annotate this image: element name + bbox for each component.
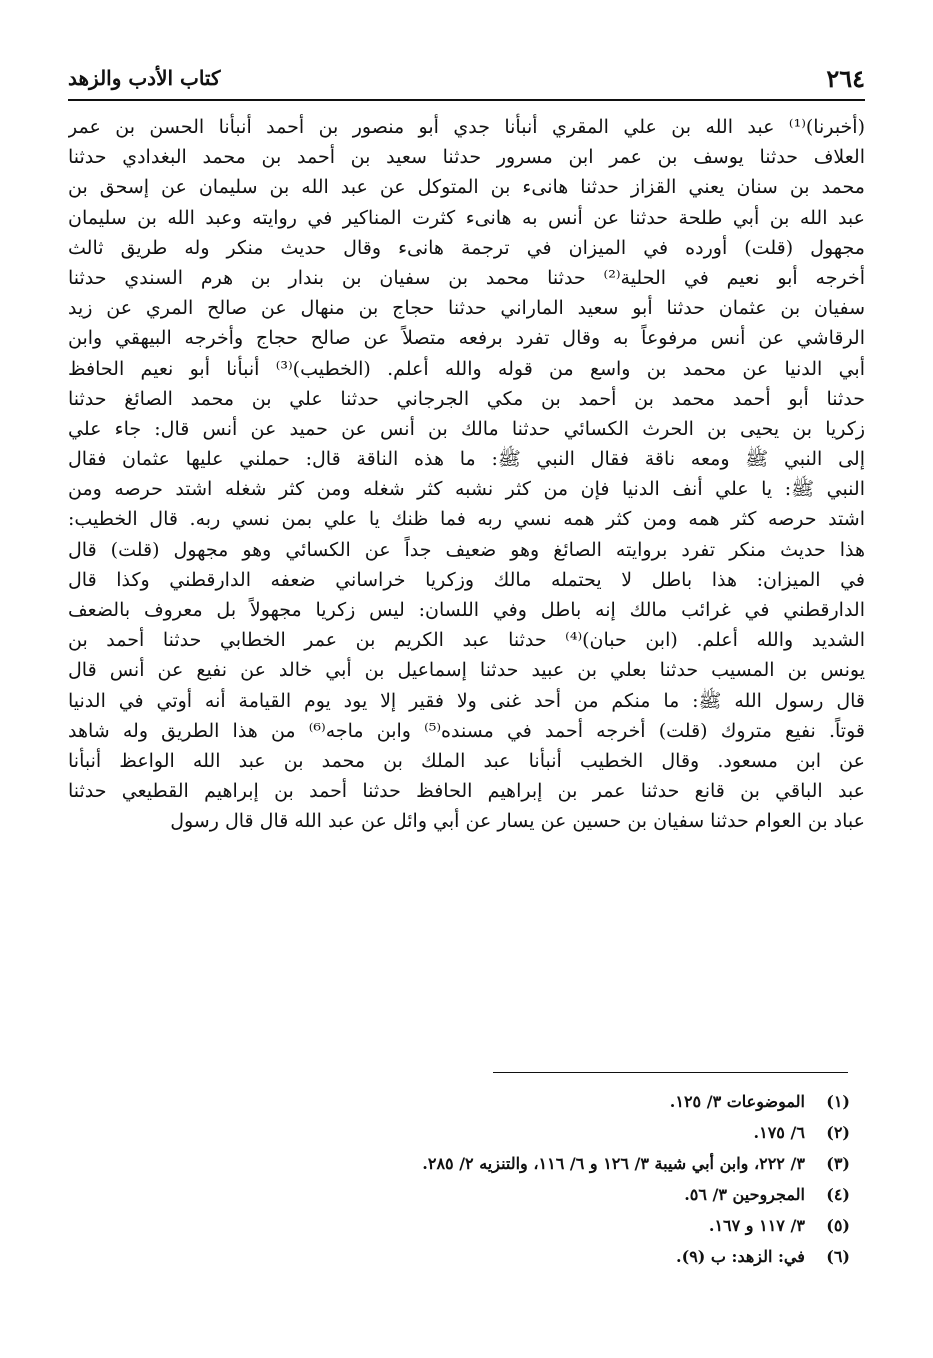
text-line: عباد بن العوام حدثنا سفيان بن حسين عن يسار عن أبي وائل عن عبد الله قال قال رسول xyxy=(170,810,865,833)
footnote-4 xyxy=(200,1179,850,1210)
text-line: سفيان بن عثمان حدثنا أبو سعيد الماراني حدثنا حجاج بن منهال عن صالح المري عن زيد xyxy=(68,297,865,320)
footnote-text: ٣/ ١١٧ و ١٦٧. xyxy=(708,1216,805,1235)
text-line: زكريا بن يحيى بن الحرث الكسائي حدثنا مالك بن أنس عن حميد عن أنس قال: جاء علي xyxy=(68,417,865,440)
page-number: ٢٦٤ xyxy=(826,63,865,93)
footnote-number: (٦) xyxy=(826,1247,850,1266)
footnote-2 xyxy=(200,1117,850,1148)
footnote-1 xyxy=(200,1086,850,1117)
footnote-6 xyxy=(200,1241,850,1272)
text-line: قال رسول الله ﷺ: ما منكم من أحد غنى ولا فقير إلا يود يوم القيامة أنه أوتي في الدنيا xyxy=(68,689,865,712)
text-line: في الميزان: هذا باطل لا يحتمله مالك وزكريا خراساني ضعفه الدارقطني وكذا قال xyxy=(68,568,865,591)
text-line: هذا حديث منكر تفرد بروايته الصائغ وهو ضعيف جداً عن الكسائي وهو مجهول (قلت) قال xyxy=(68,538,865,561)
footnote-number: (٣) xyxy=(826,1154,850,1173)
text-line: قوتاً. نفيع متروك (قلت) أخرجه أحمد في مسنده⁽⁵⁾ وابن ماجه⁽⁶⁾ من هذا الطريق وله شاهد xyxy=(68,719,865,742)
footnote-text: في: الزهد: ب (٩). xyxy=(676,1247,805,1266)
text-line: الشديد والله أعلم. (ابن حبان)⁽⁴⁾ حدثنا عبد الكريم بن عمر الخطابي حدثنا أحمد بن xyxy=(68,629,865,652)
running-title: كتاب الأدب والزهد xyxy=(68,66,221,90)
footnote-text: ٦/ ١٧٥. xyxy=(753,1123,805,1142)
text-line: محمد بن سنان يعني القزاز حدثنا هانىء بن المتوكل عن عبد الله بن سليمان عن إسحق بن xyxy=(68,176,865,199)
text-line: النبي ﷺ: يا علي أنف الدنيا فإن من كثر نشبه كثر شغله ومن كثر شغله اشتد حرصه ومن xyxy=(68,478,865,501)
footnote-separator xyxy=(493,1072,848,1073)
footnote-number: (٥) xyxy=(826,1216,850,1235)
footnote-5 xyxy=(200,1210,850,1241)
main-text xyxy=(68,112,865,837)
footnote-text: الموضوعات ٣/ ١٢٥. xyxy=(669,1092,805,1111)
text-line: أبي الدنيا عن محمد بن واسع من قوله والله أعلم. (الخطيب)⁽³⁾ أنبأنا أبو نعيم الحافظ xyxy=(68,357,865,380)
text-line: عن ابن مسعود. وقال الخطيب أنبأنا عبد الملك بن محمد بن عبد الله الواعظ أنبأنا xyxy=(68,749,865,772)
text-line: عبد الله بن أبي طلحة حدثنا عن أنس به هانىء كثرت المناكير في روايته وعبد الله بن سليمان xyxy=(68,206,865,229)
text-line: حدثنا أبو أحمد محمد بن أحمد بن مكي الجرجاني حدثنا علي بن محمد الصائغ حدثنا xyxy=(68,387,865,410)
text-line: (أخبرنا)⁽¹⁾ عبد الله بن علي المقري أنبأنا جدي أبو منصور بن أحمد أنبأنا الحسن بن عمر xyxy=(68,116,865,138)
text-line: العلاف حدثنا يوسف بن عمر ابن مسرور حدثنا سعيد بن أحمد بن محمد البغدادي حدثنا xyxy=(68,146,865,169)
text-line: الدارقطني في غرائب مالك إنه باطل وفي اللسان: ليس زكريا مجهولاً بل معروف بالضعف xyxy=(68,599,865,621)
footnote-number: (٤) xyxy=(826,1185,850,1204)
footnotes xyxy=(200,1086,850,1272)
text-line: عبد الباقي بن قانع حدثنا عمر بن إبراهيم الحافظ حدثنا أحمد بن إبراهيم القطيعي حدثنا xyxy=(68,780,865,803)
footnote-number: (٢) xyxy=(826,1123,850,1142)
footnote-number: (١) xyxy=(826,1092,850,1111)
text-line: اشتد حرصه كثر همه ومن كثر همه نسي ربه فما ظنك يا علي بمن نسي ربه. قال الخطيب: xyxy=(68,508,865,531)
text-line: مجهول (قلت) أورده في الميزان في ترجمة هانىء وقال حديث منكر وله طريق ثالث xyxy=(68,236,865,259)
footnote-text: المجروحين ٣/ ٥٦. xyxy=(684,1185,805,1204)
text-line: إلى النبي ﷺ ومعه ناقة فقال النبي ﷺ: ما هذه الناقة قال: حملني عليها عثمان فقال xyxy=(68,448,865,471)
text-line: أخرجه أبو نعيم في الحلية⁽²⁾ حدثنا محمد بن سفيان بن بندار بن هرم السندي حدثنا xyxy=(68,266,865,289)
text-line: الرقاشي عن أنس مرفوعاً به وقال تفرد برفعه متصلاً عن صالح حجاج وأخرجه البيهقي وابن xyxy=(68,327,865,350)
footnote-text: ٣/ ٢٢٢، وابن أبي شيبة ٣/ ١٢٦ و ٦/ ١١٦، والتنزيه ٢/ ٢٨٥. xyxy=(422,1154,805,1173)
footnote-3 xyxy=(200,1148,850,1179)
header-rule xyxy=(68,99,865,101)
page-header xyxy=(68,58,865,98)
text-line: يونس بن المسيب حدثنا بعلي بن عبيد حدثنا إسماعيل بن أبي خالد عن نفيع عن أنس قال xyxy=(68,659,865,682)
